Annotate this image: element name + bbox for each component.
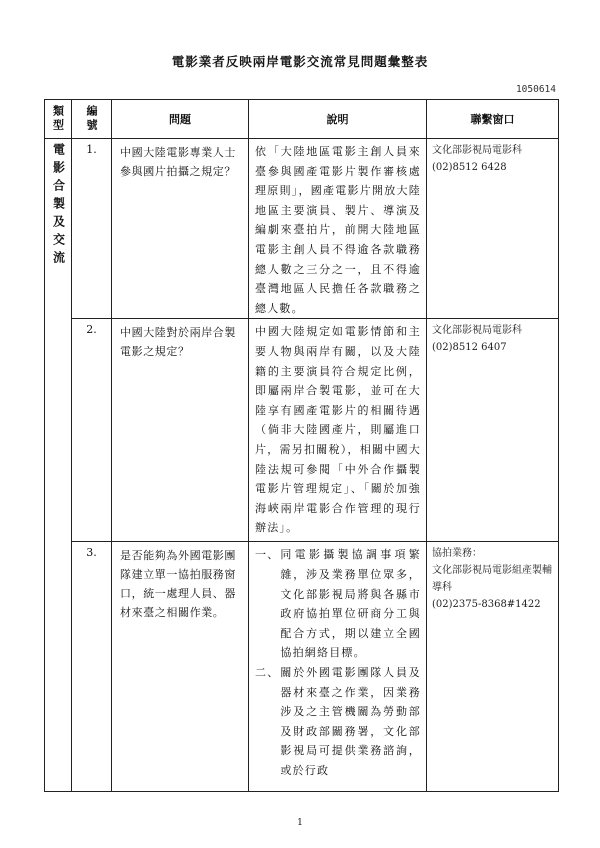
row-question: 中國大陸對於兩岸合製電影之規定？	[112, 319, 249, 542]
header-explanation: 說明	[249, 100, 427, 139]
contact-unit: 文化部影視局電影組產製輔導科	[432, 565, 552, 594]
explanation-item	[255, 663, 421, 781]
contact-unit: 文化部影視局電影科	[432, 325, 522, 337]
contact-phone: (02)8512 6428	[432, 162, 507, 173]
explanation-item	[255, 545, 421, 663]
row-explanation: 中國大陸規定如電影情節和主要人物與兩岸有關，以及大陸籍的主要演員符合規定比例，即屬兩岸合製電影，並可在大陸享有國產電影片的相關待遇（倘非大陸國產片，則屬進口片，需另扣關稅），相關中國大陸法規可參閱「中外合作攝製電影片管理規定」、「關於加強海峽兩岸電影合作管理的現行辦法」。	[249, 319, 427, 542]
row-number: 2.	[72, 319, 112, 542]
row-contact	[427, 139, 559, 319]
row-number: 1.	[72, 139, 112, 319]
faq-table	[44, 99, 559, 792]
row-number: 3.	[72, 542, 112, 792]
page-title: 電影業者反映兩岸電影交流常見問題彙整表	[171, 54, 429, 69]
table-row	[45, 542, 559, 792]
row-explanation: 依「大陸地區電影主創人員來臺參與國產電影片製作審核處理原則」，國產電影片開放大陸地區主要演員、製片、導演及編劇來臺拍片，前開大陸地區電影主創人員不得逾各款職務總人數之三分之一，且不得逾臺灣地區人民擔任各款職務之總人數。	[249, 139, 427, 319]
contact-phone: (02)2375-8368#1422	[432, 599, 541, 611]
document-number: 1050614	[515, 84, 556, 95]
page-number: 1	[297, 818, 303, 828]
row-contact	[427, 542, 559, 792]
table-row	[45, 139, 559, 319]
header-contact: 聯繫窗口	[427, 100, 559, 139]
explanation-text: 關於外國電影團隊人員及器材來臺之作業，因業務涉及之主管機關為勞動部及財政部關務署，文化部影視局可提供業務諮詢，或於行政	[280, 665, 421, 777]
header-number: 編號	[72, 100, 112, 139]
contact-phone: (02)8512 6407	[432, 342, 507, 354]
table-row	[45, 319, 559, 542]
header-question: 問題	[112, 100, 249, 139]
header-type: 類型	[45, 100, 72, 139]
row-explanation	[249, 542, 427, 792]
explanation-marker: 二、	[255, 665, 280, 679]
category-cell	[45, 139, 72, 792]
row-contact	[427, 319, 559, 542]
explanation-marker: 一、	[255, 548, 280, 562]
table-header-row	[45, 100, 559, 139]
row-question: 中國大陸電影專業人士參與國片拍攝之規定？	[112, 139, 249, 319]
row-question: 是否能夠為外國電影團隊建立單一協拍服務窗口，統一處理人員、器材來臺之相關作業。	[112, 542, 249, 792]
contact-unit: 文化部影視局電影科	[432, 145, 522, 156]
category-label: 電影合製及交流	[51, 143, 66, 269]
contact-label: 協拍業務：	[432, 548, 482, 560]
explanation-text: 同電影攝製協調事項繁雜，涉及業務單位眾多，文化部影視局將與各縣市政府協拍單位研商分工與配合方式，期以建立全國協拍網絡目標。	[280, 548, 421, 660]
